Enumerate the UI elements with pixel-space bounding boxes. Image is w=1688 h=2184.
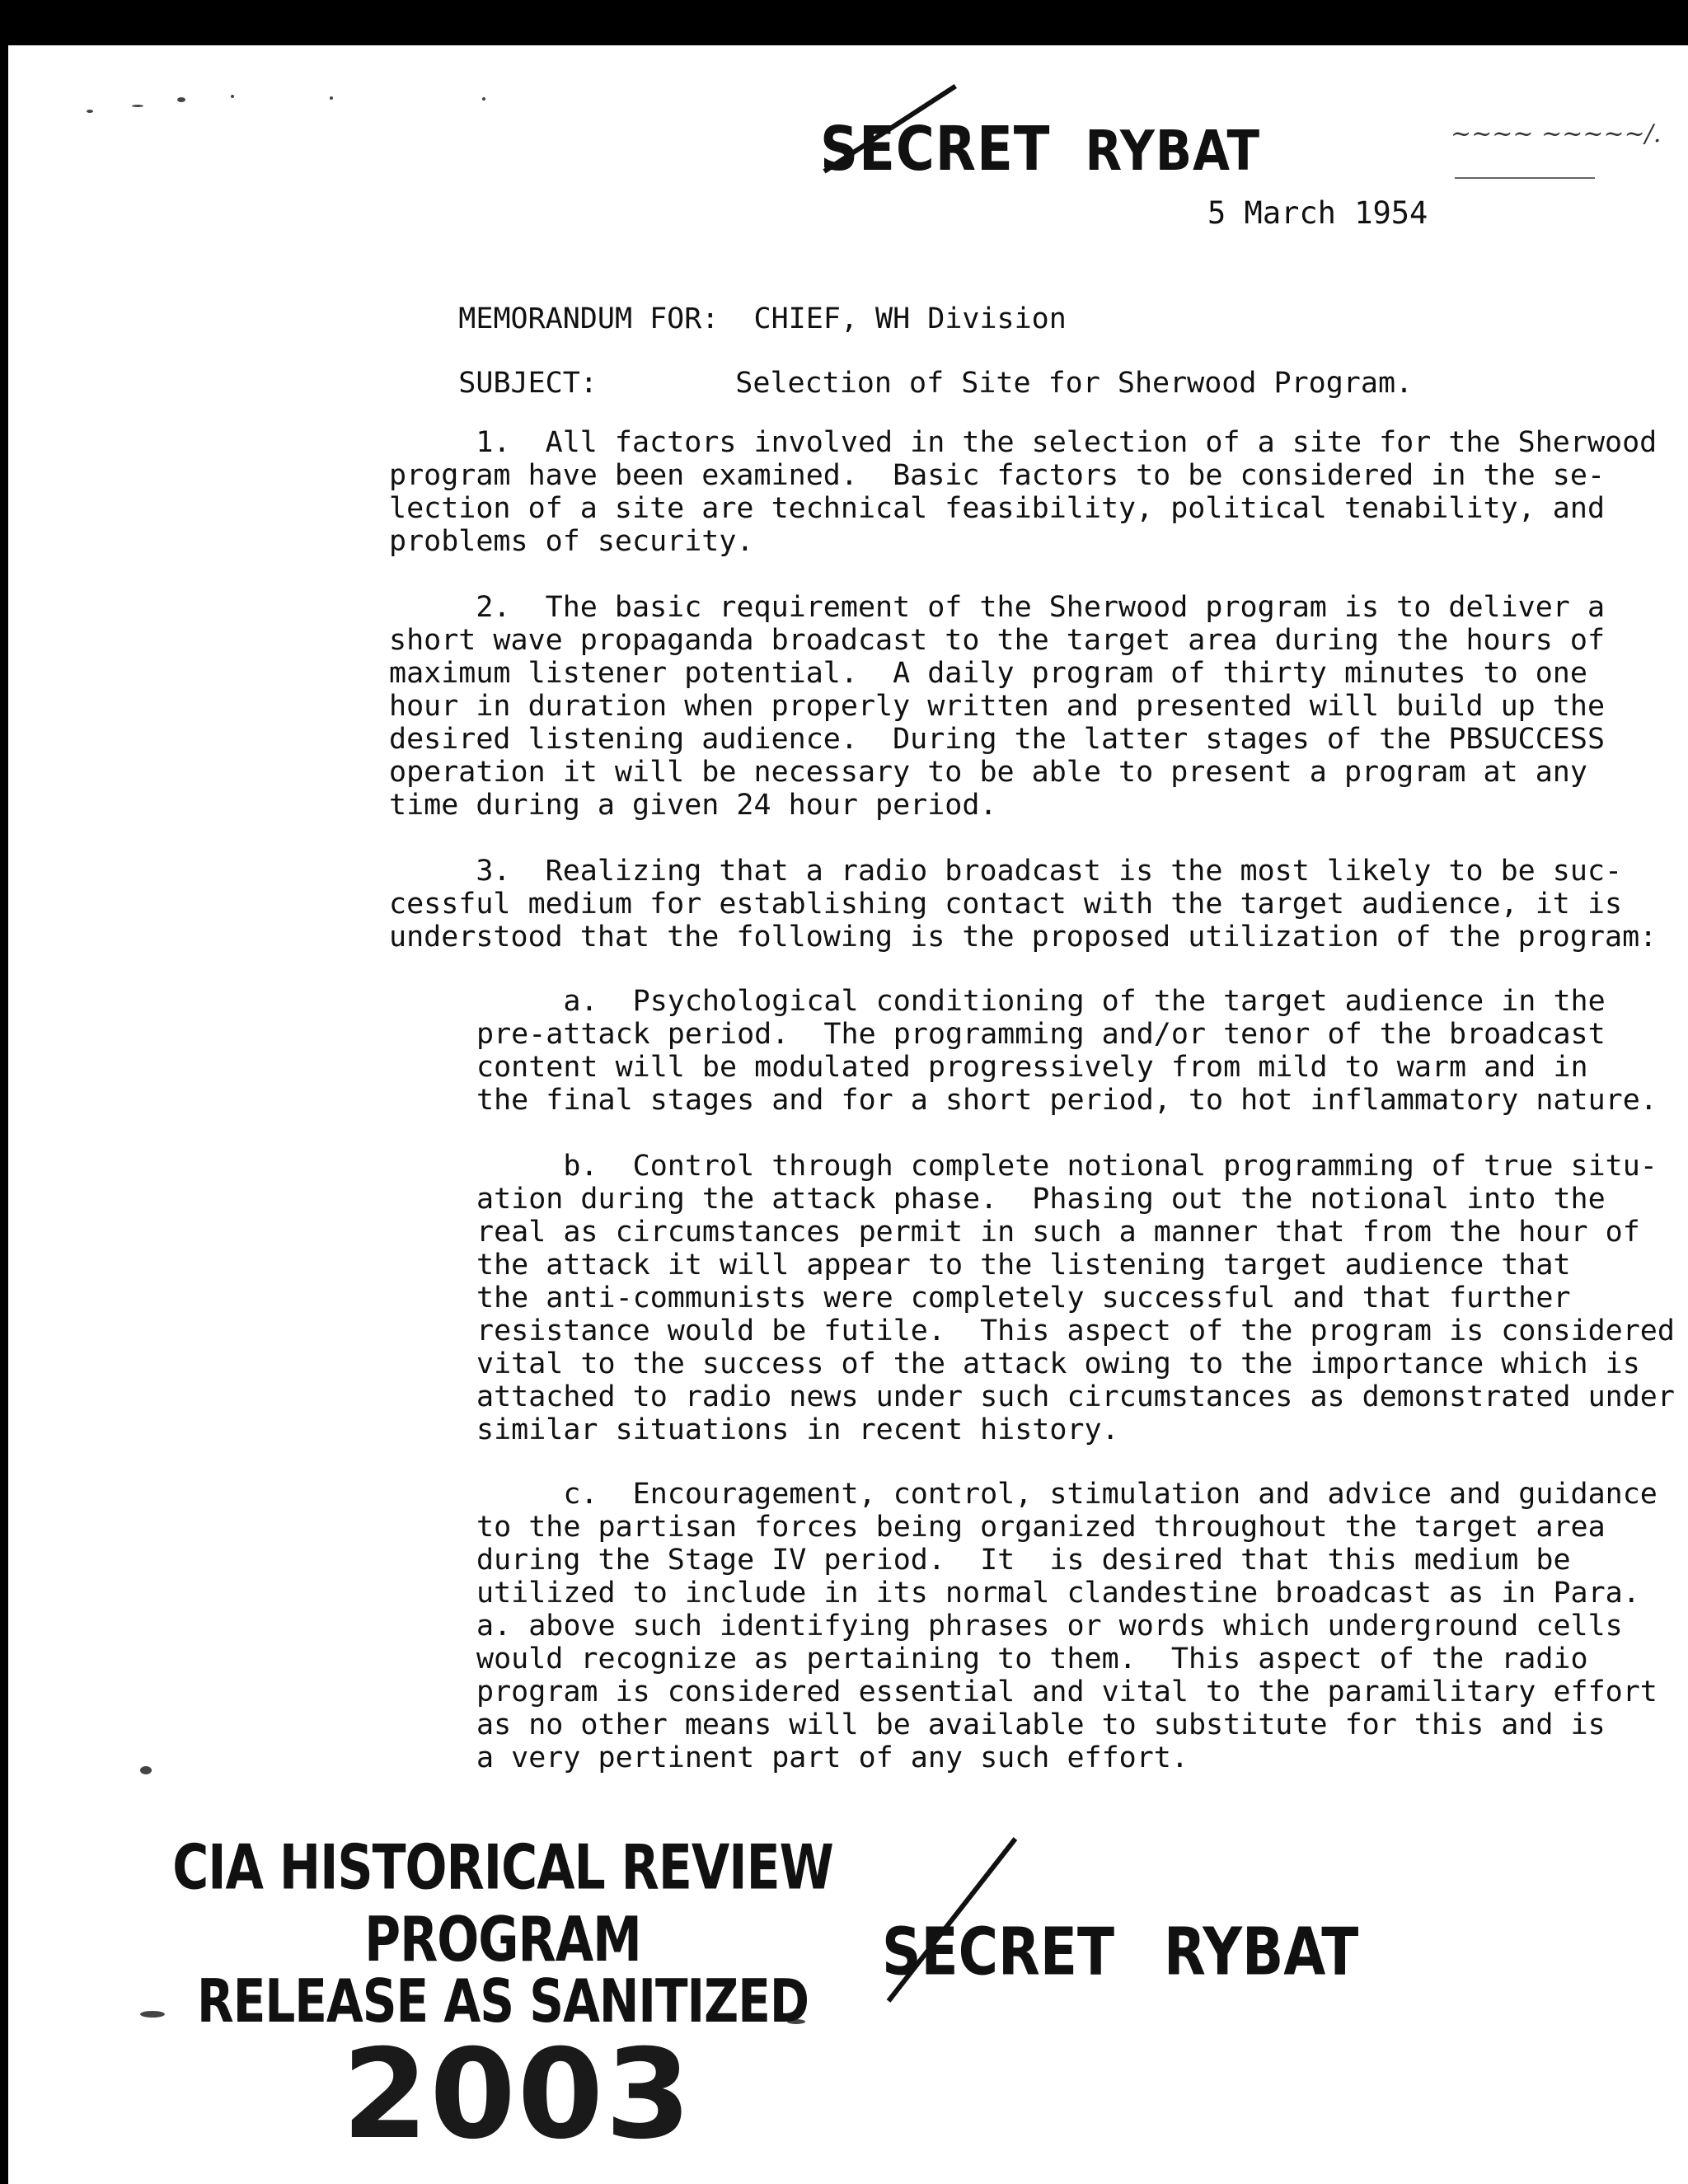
paragraph-1 — [389, 426, 1657, 558]
classification-stamp-top — [820, 115, 1260, 185]
classification-label: SECRET — [882, 1914, 1114, 1990]
classification-label: SECRET — [820, 115, 1051, 185]
caveat-label: RYBAT — [1163, 1914, 1359, 1990]
paragraph-line: pre-attack period. The programming and/or tenor of the broadcast — [476, 1018, 1606, 1051]
paragraph-line: maximum listener potential. A daily program of thirty minutes to one — [389, 657, 1587, 690]
scan-speck — [177, 97, 185, 102]
paragraph-line: desired listening audience. During the latter stages of the PBSUCCESS — [389, 723, 1606, 756]
paragraph-line: during the Stage IV period. It is desired that this medium be — [476, 1544, 1571, 1577]
subparagraph-b — [476, 1150, 1675, 1446]
paragraph-line: program have been examined. Basic factors to be considered in the se- — [389, 459, 1606, 492]
subparagraph-c — [476, 1478, 1658, 1774]
release-year: 2003 — [342, 2023, 693, 2167]
scan-speck — [482, 97, 485, 101]
scan-left-border — [0, 0, 8, 2184]
scan-top-border — [0, 0, 1688, 45]
scan-speck — [140, 1766, 152, 1774]
document-page — [8, 45, 1688, 2184]
paragraph-line: time during a given 24 hour period. — [389, 789, 997, 822]
paragraph-line: 3. Realizing that a radio broadcast is the most likely to be suc- — [389, 855, 1623, 888]
scan-speck — [231, 95, 234, 98]
paragraph-3 — [389, 855, 1657, 954]
paragraph-line: operation it will be necessary to be able to present a program at any — [389, 756, 1587, 789]
paragraph-line: 2. The basic requirement of the Sherwood program is to deliver a — [389, 591, 1606, 624]
paragraph-2 — [389, 591, 1605, 822]
paragraph-line: c. Encouragement, control, stimulation and advice and guidance — [476, 1478, 1658, 1511]
paragraph-line: problems of security. — [389, 525, 754, 558]
paragraph-line: real as circumstances permit in such a manner that from the hour of — [476, 1216, 1640, 1249]
caveat-label: RYBAT — [1085, 119, 1261, 184]
paragraph-line: cessful medium for establishing contact with the target audience, it is — [389, 888, 1623, 921]
paragraph-line: short wave propaganda broadcast to the target area during the hours of — [389, 624, 1606, 657]
paragraph-line: resistance would be futile. This aspect of the program is considered — [476, 1315, 1675, 1347]
paragraph-line: 1. All factors involved in the selection of a site for the Sherwood — [389, 426, 1658, 459]
paragraph-line: similar situations in recent history. — [476, 1413, 1119, 1446]
paragraph-line: lection of a site are technical feasibility, political tenability, and — [389, 492, 1606, 525]
memo-subject-line — [389, 334, 1413, 433]
paragraph-line: the attack it will appear to the listening target audience that — [476, 1249, 1571, 1282]
paragraph-line: would recognize as pertaining to them. This aspect of the radio — [476, 1643, 1588, 1675]
paragraph-line: a very pertinent part of any such effort. — [476, 1741, 1189, 1774]
paragraph-line: vital to the success of the attack owing to the importance which is — [476, 1347, 1640, 1380]
paragraph-line: ation during the attack phase. Phasing out the notional into the — [476, 1183, 1606, 1216]
memo-for-label: MEMORANDUM FOR: — [458, 302, 720, 335]
paragraph-line: a. above such identifying phrases or words which underground cells — [476, 1610, 1623, 1643]
paragraph-line: utilized to include in its normal clandestine broadcast as in Para. — [476, 1577, 1640, 1610]
paragraph-line: a. Psychological conditioning of the target audience in the — [476, 985, 1606, 1018]
paragraph-line: b. Control through complete notional programming of true situ- — [476, 1150, 1658, 1183]
paragraph-line: the anti-communists were completely successful and that further — [476, 1282, 1571, 1315]
memo-subject-label: SUBJECT: — [458, 367, 598, 400]
subparagraph-a — [476, 985, 1658, 1117]
paragraph-line: attached to radio news under such circumstances as demonstrated under — [476, 1380, 1675, 1413]
release-stamp — [157, 1831, 849, 2036]
paragraph-line: understood that the following is the proposed utilization of the program: — [389, 921, 1658, 954]
memo-date: 5 March 1954 — [1207, 195, 1428, 231]
paragraph-line: to the partisan forces being organized throughout the target area — [476, 1511, 1606, 1544]
paragraph-line: hour in duration when properly written and presented will build up the — [389, 690, 1606, 723]
release-stamp-line-1: CIA HISTORICAL REVIEW PROGRAM — [172, 1831, 833, 1976]
scan-speck — [87, 110, 93, 113]
release-stamp-line-2: RELEASE AS SANITIZED — [197, 1966, 809, 2036]
handwritten-underline — [1455, 177, 1595, 179]
scan-speck — [330, 96, 333, 100]
memo-subject-value: Selection of Site for Sherwood Program. — [735, 367, 1414, 400]
paragraph-line: as no other means will be available to substitute for this and is — [476, 1708, 1606, 1741]
scan-speck — [132, 105, 143, 107]
paragraph-line: the final stages and for a short period, to hot inflammatory nature. — [476, 1084, 1658, 1117]
paragraph-line: program is considered essential and vital to the paramilitary effort — [476, 1675, 1658, 1708]
paragraph-line: content will be modulated progressively from mild to warm and in — [476, 1051, 1588, 1084]
memo-for-value: CHIEF, WH Division — [753, 302, 1067, 335]
handwritten-note: ~~~~ ~~~~~/. — [1451, 120, 1662, 148]
classification-stamp-bottom — [882, 1914, 1358, 1990]
